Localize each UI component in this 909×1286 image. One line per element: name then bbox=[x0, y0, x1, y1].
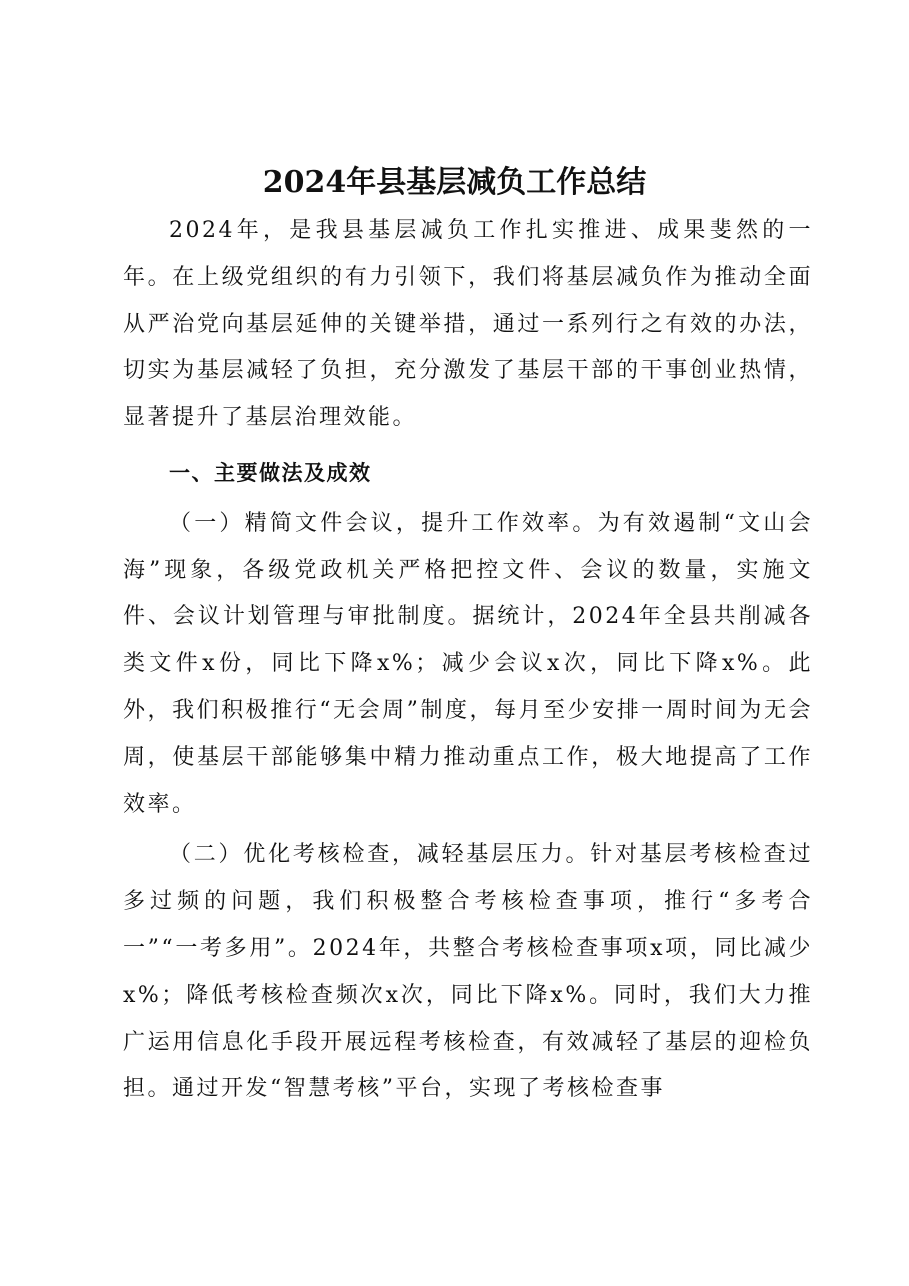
body-paragraph-1: （一）精简文件会议，提升工作效率。为有效遏制“文山会海”现象，各级党政机关严格把控文件、会议的数量，实施文件、会议计划管理与审批制度。据统计，2024年全县共削减各类文件x份，同比下降x%；减少会议x次，同比下降x%。此外，我们积极推行“无会周”制度，每月至少安排一周时间为无会周，使基层干部能够集中精力推动重点工作，极大地提高了工作效率。 bbox=[123, 510, 813, 817]
document-title: 2024年县基层减负工作总结 bbox=[262, 165, 647, 200]
document-body bbox=[123, 208, 813, 1113]
paragraph-gap bbox=[123, 442, 813, 446]
section-heading: 一、主要做法及成效 bbox=[169, 460, 372, 485]
body-paragraph-2: （二）优化考核检查，减轻基层压力。针对基层考核检查过多过频的问题，我们积极整合考核检查事项，推行“多考合一”“一考多用”。2024年，共整合考核检查事项x项，同比减少x%；降低考核检查频次x次，同比下降x%。同时，我们大力推广运用信息化手段开展远程考核检查，有效减轻了基层的迎检负担。通过开发“智慧考核”平台，实现了考核检查事 bbox=[123, 842, 813, 1102]
intro-paragraph: 2024年，是我县基层减负工作扎实推进、成果斐然的一年。在上级党组织的有力引领下，我们将基层减负作为推动全面从严治党向基层延伸的关键举措，通过一系列行之有效的办法，切实为基层减轻了负担，充分激发了基层干部的干事创业热情，显著提升了基层治理效能。 bbox=[123, 218, 813, 431]
